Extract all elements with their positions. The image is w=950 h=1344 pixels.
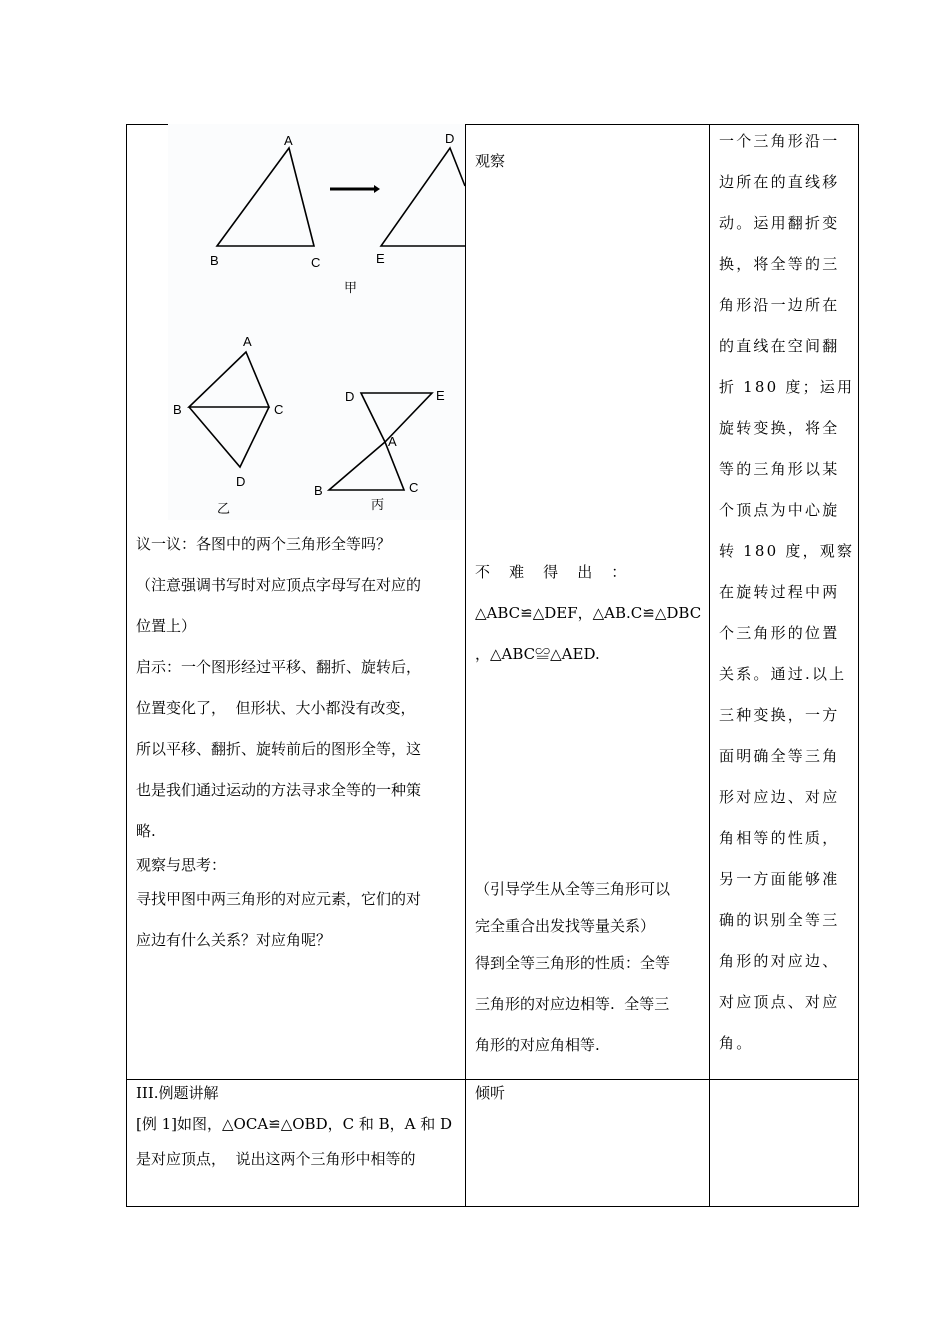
text-line: 旋转变换，将全	[719, 419, 840, 437]
text-line: 启示：一个图形经过平移、翻折、旋转后，	[136, 658, 422, 676]
listen-text: 倾听	[475, 1084, 506, 1102]
triangle-figure	[168, 124, 465, 520]
text-line: 边所在的直线移	[719, 173, 840, 191]
row1-col3-text	[719, 121, 855, 1064]
text-line: 转 180 度，观察	[719, 542, 855, 560]
section-heading: III.例题讲解	[136, 1084, 219, 1102]
text-line: △ABC≌△DEF，△AB.C≌△DBC	[475, 604, 702, 622]
label-a-jia: A	[284, 133, 293, 148]
text-line: 角形的对应边、	[719, 952, 840, 970]
text-line: 一个三角形沿一	[719, 132, 840, 150]
row1-col2-guide	[475, 869, 705, 1066]
label-b-yi: B	[173, 402, 182, 417]
row2-col2-text	[475, 1079, 703, 1107]
text-line: 是对应顶点， 说出这两个三角形中相等的	[136, 1150, 416, 1168]
text-line: 动。运用翻折变	[719, 214, 840, 232]
text-line: 折 180 度；运用	[719, 378, 855, 396]
label-d-bing: D	[345, 389, 355, 404]
triangle-abc-jia	[217, 148, 314, 246]
text-line: 角形的对应角相等.	[475, 1036, 600, 1054]
row1-col1-text	[136, 524, 461, 961]
text-line: 议一议：各图中的两个三角形全等吗？	[136, 535, 392, 553]
text-line: 面明确全等三角	[719, 747, 840, 765]
caption-bing: 丙	[371, 497, 385, 512]
text-line: （注意强调书写时对应顶点字母写在对应的	[136, 576, 422, 594]
row1-col2-observe	[475, 141, 703, 182]
text-line: ，△ABC≌△AED.	[475, 645, 600, 663]
text-line: 也是我们通过运动的方法寻求全等的一种策	[136, 781, 422, 799]
text-line: 在旋转过程中两	[719, 583, 840, 601]
text-line: 观察与思考：	[136, 856, 227, 874]
label-e-jia: E	[376, 251, 385, 266]
text-line: 所以平移、翻折、旋转前后的图形全等，这	[136, 740, 422, 758]
text-line: （引导学生从全等三角形可以	[475, 880, 671, 898]
text-line: 另一方面能够准	[719, 870, 840, 888]
label-d-yi: D	[236, 474, 246, 489]
text-line: 角相等的性质，	[719, 829, 840, 847]
label-c-jia: C	[311, 255, 321, 270]
text-line: 个顶点为中心旋	[719, 501, 840, 519]
text-line: 不 难 得 出 ：	[475, 563, 627, 581]
text-line: 寻找甲图中两三角形的对应元素，它们的对	[136, 890, 422, 908]
caption-jia: 甲	[344, 280, 358, 295]
text-line: 确的识别全等三	[719, 911, 840, 929]
text-line: 关系。通过.以上	[719, 665, 847, 683]
text-line: 三角形的对应边相等. 全等三	[475, 995, 670, 1013]
text-line: [例 1]如图，△OCA≌△OBD，C 和 B，A 和 D	[136, 1115, 453, 1133]
row2-col1-text	[136, 1079, 461, 1177]
label-a-bing: A	[388, 434, 397, 449]
observe-text: 观察	[475, 152, 506, 170]
text-line: 完全重合出发找等量关系）	[475, 917, 656, 935]
triangle-abc-yi	[189, 352, 269, 407]
text-line: 角。	[719, 1034, 754, 1052]
text-line: 形对应边、对应	[719, 788, 840, 806]
text-line: 角形沿一边所在	[719, 296, 840, 314]
table-border-top-left	[126, 124, 168, 125]
text-line: 的直线在空间翻	[719, 337, 840, 355]
text-line: 对应顶点、对应	[719, 993, 840, 1011]
label-b-jia: B	[210, 253, 219, 268]
label-c-bing: C	[409, 480, 419, 495]
label-c-yi: C	[274, 402, 284, 417]
table-divider-1	[465, 124, 466, 1207]
text-line: 得到全等三角形的性质：全等	[475, 954, 671, 972]
text-line: 应边有什么关系？对应角呢？	[136, 931, 332, 949]
label-a-yi: A	[243, 334, 252, 349]
triangle-abc-bing	[329, 442, 404, 490]
row1-col2-conclusion	[475, 552, 703, 675]
table-border-right	[858, 124, 859, 1207]
triangle-bdc-yi	[189, 407, 269, 467]
caption-yi: 乙	[217, 501, 231, 516]
text-line: 三种变换，一方	[719, 706, 840, 724]
label-e-bing: E	[436, 388, 445, 403]
label-d-jia: D	[445, 131, 455, 146]
text-line: 个三角形的位置	[719, 624, 840, 642]
text-line: 位置变化了， 但形状、大小都没有改变，	[136, 699, 416, 717]
text-line: 略.	[136, 822, 156, 840]
text-line: 等的三角形以某	[719, 460, 840, 478]
text-line: 换，将全等的三	[719, 255, 840, 273]
table-divider-2	[709, 124, 710, 1207]
arrow-head	[374, 185, 380, 193]
label-b-bing: B	[314, 483, 323, 498]
table-border-left	[126, 124, 127, 1207]
text-line: 位置上）	[136, 617, 197, 635]
triangle-def-jia	[381, 148, 465, 246]
table-border-bottom	[126, 1206, 859, 1207]
